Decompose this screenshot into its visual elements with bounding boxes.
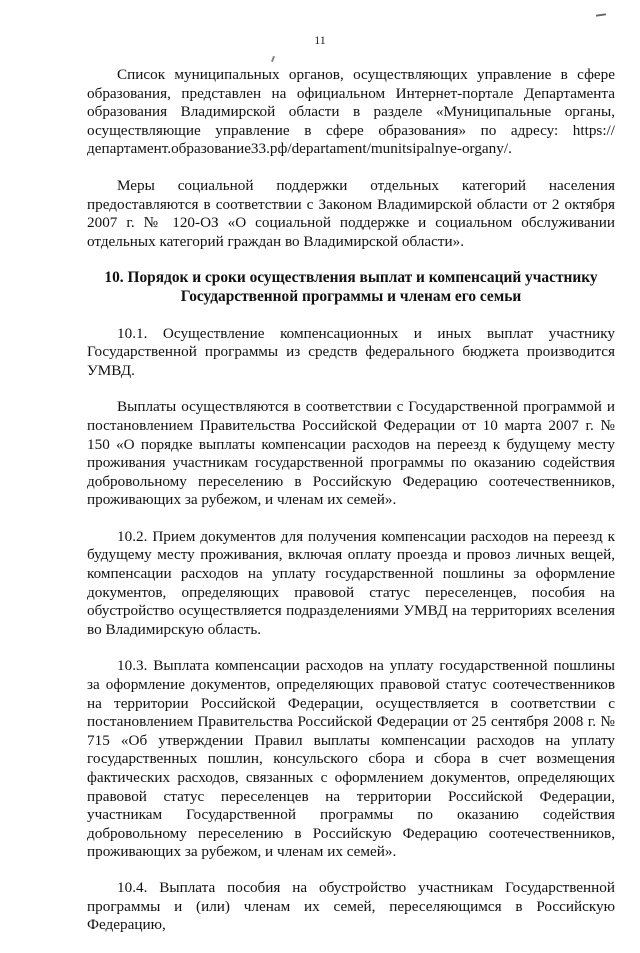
scan-mark — [596, 13, 606, 16]
paragraph-10-4: 10.4. Выплата пособия на обустройство участникам Государственной программы и (или) членам их семей, переселяющимся в Российскую Федерацию, — [87, 878, 615, 934]
paragraph-payments: Выплаты осуществляются в соответствии с Государственной программой и постановлением Правительства Российской Федерации от 10 марта 2007 г. № 150 «О порядке выплаты компенсации расходов на переезд к будущему месту проживания участникам государственной программы по оказанию содействия добровольному переселению в Российскую Федерацию соотечественников, проживающих за рубежом, и членам их семей». — [87, 398, 615, 509]
section-heading: 10. Порядок и сроки осуществления выплат и компенсаций участнику Государственной программы и членам его семьи — [104, 269, 598, 305]
scan-speck — [271, 56, 275, 62]
paragraph-municipal-bodies: Список муниципальных органов, осуществляющих управление в сфере образования, представлен на официальном Интернет-портале Департамента образования Владимирской области в разделе «Муниципальные органы, осуществляющие управление в сфере образования» по адресу: https:// департамент.образование33.рф/departament/munitsipalnye-organy/. — [87, 66, 615, 158]
document-body — [87, 66, 615, 953]
paragraph-10-1: 10.1. Осуществление компенсационных и иных выплат участнику Государственной программы из средств федерального бюджета производится УМВД. — [87, 324, 615, 379]
paragraph-10-3: 10.3. Выплата компенсации расходов на уплату государственной пошлины за оформление документов, определяющих правовой статус соотечественников на территории Российской Федерации, осуществляется в соответствии с постановлением Правительства Российской Федерации от 25 сентября 2008 г. № 715 «Об утверждении Правил выплаты компенсации расходов на уплату государственных пошлин, консульского сбора и сбора в счет возмещения фактических расходов, связанных с оформлением документов, определяющих правовой статус переселенцев на территории Российской Федерации, участникам Государственной программы по оказанию содействия добровольному переселению в Российскую Федерацию соотечественников, проживающих за рубежом, и членам их семей». — [87, 657, 615, 861]
paragraph-social-support: Меры социальной поддержки отдельных категорий населения предоставляются в соответствии с Законом Владимирской области от 2 октября 2007 г. № 120-ОЗ «О социальной поддержке и социальном обслуживании отдельных категорий граждан во Владимирской области». — [87, 176, 615, 250]
page-number: 11 — [314, 33, 326, 47]
paragraph-10-2: 10.2. Прием документов для получения компенсации расходов на переезд к будущему месту проживания, включая оплату проезда и провоз личных вещей, компенсации расходов на уплату государственной пошлины за оформление документов, определяющих правовой статус переселенцев, пособия на обустройство осуществляется подразделениями УМВД на территориях вселения во Владимирскую область. — [87, 527, 615, 638]
